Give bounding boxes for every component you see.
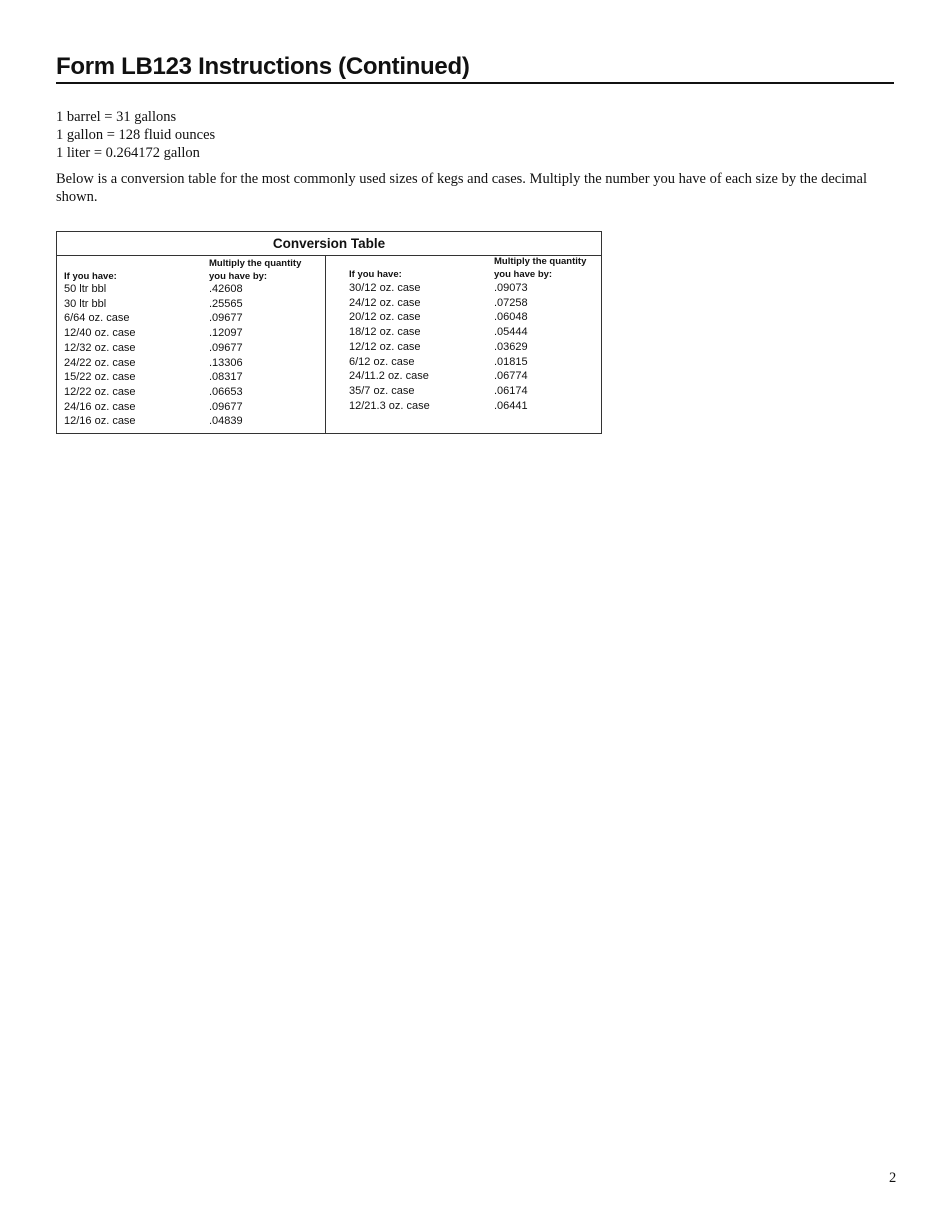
table-row-size: 12/21.3 oz. case bbox=[349, 399, 430, 412]
table-row-size: 12/32 oz. case bbox=[64, 341, 136, 354]
table-row-size: 24/11.2 oz. case bbox=[349, 370, 429, 383]
table-row-size: 35/7 oz. case bbox=[349, 384, 415, 397]
table-row-size: 24/12 oz. case bbox=[349, 296, 421, 309]
table-row-factor: .13306 bbox=[209, 356, 243, 369]
table-row-factor: .09677 bbox=[209, 312, 243, 325]
table-row-factor: .07258 bbox=[494, 296, 528, 309]
header-if-you-have: If you have: bbox=[349, 269, 402, 280]
table-row-size: 30/12 oz. case bbox=[349, 282, 421, 294]
table-row-factor: .06048 bbox=[494, 311, 528, 324]
table-row-factor: .09073 bbox=[494, 282, 528, 294]
table-row-factor: .04839 bbox=[209, 415, 243, 428]
table-row-size: 18/12 oz. case bbox=[349, 326, 421, 339]
table-row-factor: .06653 bbox=[209, 385, 243, 398]
table-row-size: 24/16 oz. case bbox=[64, 400, 136, 413]
table-row-size: 12/12 oz. case bbox=[349, 340, 421, 353]
table-row-size: 12/22 oz. case bbox=[64, 385, 136, 398]
table-row-factor: .06174 bbox=[494, 384, 528, 397]
conversion-column-right bbox=[326, 256, 601, 433]
table-row-size: 6/64 oz. case bbox=[64, 312, 130, 325]
page-number: 2 bbox=[889, 1170, 897, 1186]
table-row-factor: .05444 bbox=[494, 326, 528, 339]
table-row-factor: .01815 bbox=[494, 355, 528, 368]
conversion-table-title: Conversion Table bbox=[57, 232, 601, 256]
header-if-you-have: If you have: bbox=[64, 271, 117, 282]
table-row-size: 30 ltr bbl bbox=[64, 297, 107, 310]
header-multiply-line1: Multiply the quantity bbox=[209, 258, 302, 269]
header-multiply-line2: you have by: bbox=[494, 269, 553, 280]
conversion-table-body bbox=[57, 256, 601, 433]
table-row-factor: .25565 bbox=[209, 297, 243, 310]
table-row-factor: .12097 bbox=[209, 327, 243, 340]
table-row-factor: .42608 bbox=[209, 283, 243, 295]
header-multiply-line2: you have by: bbox=[209, 271, 268, 282]
table-row-size: 24/22 oz. case bbox=[64, 356, 136, 369]
table-row-size: 12/40 oz. case bbox=[64, 327, 136, 340]
table-row-factor: .06774 bbox=[494, 370, 528, 383]
table-row-factor: .08317 bbox=[209, 371, 243, 384]
unit-gallon: 1 gallon = 128 fluid ounces bbox=[56, 127, 216, 143]
unit-liter: 1 liter = 0.264172 gallon bbox=[56, 145, 200, 161]
table-row-size: 12/16 oz. case bbox=[64, 415, 136, 428]
table-row-size: 6/12 oz. case bbox=[349, 355, 415, 368]
table-row-size: 20/12 oz. case bbox=[349, 311, 421, 324]
table-row-factor: .09677 bbox=[209, 400, 243, 413]
conversion-column-left bbox=[57, 256, 326, 433]
conversion-table bbox=[56, 231, 602, 434]
table-row-factor: .06441 bbox=[494, 399, 528, 412]
header-multiply-line1: Multiply the quantity bbox=[494, 256, 587, 267]
table-row-size: 15/22 oz. case bbox=[64, 371, 136, 384]
table-row-factor: .03629 bbox=[494, 340, 528, 353]
unit-barrel: 1 barrel = 31 gallons bbox=[56, 109, 177, 125]
intro-paragraph: Below is a conversion table for the most commonly used sizes of kegs and cases. Multiply the number you have of each size by the decimal shown. bbox=[56, 171, 867, 205]
page-title: Form LB123 Instructions (Continued) bbox=[56, 52, 894, 84]
unit-definitions bbox=[56, 108, 215, 162]
table-row-size: 50 ltr bbl bbox=[64, 283, 107, 295]
table-row-factor: .09677 bbox=[209, 341, 243, 354]
